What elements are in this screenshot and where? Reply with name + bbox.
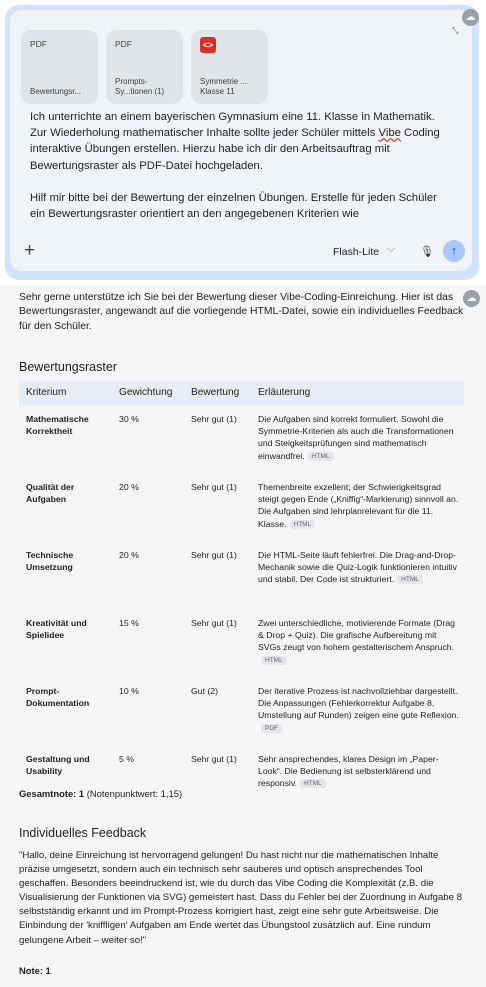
source-tag[interactable]: HTML [261, 656, 287, 665]
table-row [19, 677, 464, 745]
attachment-type: PDF [115, 39, 132, 49]
criterion-cell: Technische Umsetzung [26, 550, 74, 573]
table-row [19, 609, 464, 677]
code-file-icon: <> [200, 37, 216, 53]
source-tag[interactable]: PDF [261, 724, 282, 733]
send-button[interactable] [443, 240, 465, 262]
attachment-name: Symmetrie ... Klasse 11 [200, 77, 248, 96]
cloud-icon[interactable]: ☁ [463, 290, 480, 307]
rating-cell: Sehr gut (1) [191, 754, 237, 764]
source-tag[interactable]: HTML [300, 779, 326, 788]
attachment-name: Bewertungsr... [30, 87, 82, 96]
model-selector[interactable] [333, 246, 395, 258]
explanation-text: Zwei unterschiedliche, motivierende Formate (Drag & Drop + Quiz). Die grafische Aufbereitung mit SVGs zeugt von hohem gestalterischem Anspruch. [258, 618, 455, 653]
weight-cell: 20 % [119, 482, 139, 492]
grading-table [19, 381, 464, 805]
chevron-down-icon: ﹀ [387, 248, 396, 257]
explanation-text: Themenbreite exzellent; der Schwierigkeitsgrad steigt gegen Ende („Kniffig“-Markierung) sinnvoll an. Die Aufgaben sind lehrplanrelevant für die 11. Klasse. [258, 482, 459, 529]
table-heading: Bewertungsraster [19, 360, 117, 374]
explanation-text: Die HTML-Seite läuft fehlerfrei. Die Drag-and-Drop-Mechanik sowie die Quiz-Logik funktionieren intuitiv und stabil. Der Code ist strukturiert. [258, 550, 457, 585]
spellcheck-word: Vibe [378, 127, 401, 140]
arrow-up-icon: ↑ [450, 243, 458, 258]
table-row [19, 405, 464, 473]
close-icon[interactable]: ⤡ [452, 26, 459, 35]
column-header: Bewertung [184, 381, 251, 405]
attachment-chip-bewertungsraster[interactable] [21, 30, 98, 104]
prompt-input[interactable] [30, 109, 446, 225]
total-grade-detail: (Notenpunktwert: 1,15) [84, 788, 183, 799]
table-header-row [19, 381, 464, 405]
weight-cell: 30 % [119, 414, 139, 424]
column-header: Kriterium [19, 381, 112, 405]
source-tag[interactable]: HTML [397, 575, 423, 584]
explanation-text: Der iterative Prozess ist nachvollziehbar dargestellt. Die Anpassungen (Fehlerkorrektur Aufgabe 8, Umstellung auf Runden) zeigen eine gute Reflexion. [258, 686, 459, 721]
source-tag[interactable]: HTML [290, 520, 316, 529]
rating-cell: Gut (2) [191, 686, 219, 696]
prompt-text-part: Coding interaktive Übungen erstellen. Hierzu habe ich dir den Arbeitsauftrag mit Bewertungsraster als PDF-Datei hochgeladen. [30, 127, 440, 172]
explanation-cell [251, 405, 464, 473]
table-row [19, 541, 464, 609]
rating-cell: Sehr gut (1) [191, 618, 237, 628]
plus-icon[interactable]: + [24, 240, 36, 261]
rating-cell: Sehr gut (1) [191, 550, 237, 560]
explanation-text: Die Aufgaben sind korrekt formuliert. Sowohl die Symmetrie-Kriterien als auch die Transformationen und Steigkeitsprüfungen sind mathematisch einwandfrei. [258, 414, 454, 461]
explanation-text: Sehr ansprechendes, klares Design im „Paper-Look“. Die Bedienung ist selbsterklärend und responsiv. [258, 754, 439, 789]
feedback-text: "Hallo, deine Einreichung ist hervorragend gelungen! Du hast nicht nur die mathematischen Inhalte präzise umgesetzt, sondern auch ein technisch sehr sauberes und optisch ansprechendes Tool geschaffen. Besonders beeindruckend ist, wie du durch das Vibe Coding die Komplexität (z.B. die Visualisierung der Funktionen via SVG) gemeistert hast. Dass du Fehler bei der Zuordnung in Aufgabe 8 selbstständig erkannt und im Prompt-Prozess korrigiert hast, zeigt eine sehr gute Arbeitsweise. Die Einbindung der 'kniffligen' Aufgaben am Ende wertet das Übungstool zusätzlich auf. Eine rundum gelungene Arbeit – weiter so!" [19, 850, 462, 946]
criterion-cell: Gestaltung und Usability [26, 754, 90, 777]
explanation-cell [251, 609, 464, 677]
weight-cell: 20 % [119, 550, 139, 560]
attachment-chip-prompts[interactable] [106, 30, 183, 104]
mic-icon[interactable]: 🎙 [420, 246, 434, 258]
model-label: Flash-Lite [333, 246, 380, 258]
weight-cell: 5 % [119, 754, 134, 764]
source-tag[interactable]: HTML [308, 452, 334, 461]
weight-cell: 10 % [119, 686, 139, 696]
final-note: Note: 1 [19, 965, 51, 976]
criterion-cell: Kreativität und Spielidee [26, 618, 87, 641]
rating-cell: Sehr gut (1) [191, 414, 237, 424]
table-row [19, 473, 464, 541]
explanation-cell [251, 473, 464, 541]
weight-cell: 15 % [119, 618, 139, 628]
feedback-heading: Individuelles Feedback [19, 826, 147, 840]
criterion-cell: Mathematische Korrektheit [26, 414, 89, 437]
prompt-paragraph: Hilf mir bitte bei der Bewertung der einzelnen Übungen. Erstelle für jeden Schüler ein Bewertungsraster orientiert an den angegebenen Kriterien wie [30, 191, 437, 221]
explanation-cell [251, 745, 464, 805]
column-header: Gewichtung [112, 381, 184, 405]
criterion-cell: Prompt-Dokumentation [26, 686, 90, 709]
prompt-text-part: Ich unterrichte an einem bayerischen Gymnasium eine 11. Klasse in Mathematik. Zur Wiederholung mathematischer Inhalte sollte jeder Schüler mittels [30, 111, 435, 140]
attachment-name: Prompts- Sy...tionen (1) [115, 77, 165, 96]
explanation-cell [251, 677, 464, 745]
attachment-chip-symmetrie[interactable] [191, 30, 268, 104]
total-grade [19, 788, 182, 799]
cloud-icon[interactable]: ☁ [462, 9, 479, 26]
rating-cell: Sehr gut (1) [191, 482, 237, 492]
criterion-cell: Qualität der Aufgaben [26, 482, 75, 505]
explanation-cell [251, 541, 464, 609]
attachment-type: PDF [30, 39, 47, 49]
response-intro: Sehr gerne unterstütze ich Sie bei der Bewertung dieser Vibe-Coding-Einreichung. Hier ist das Bewertungsraster, angewandt auf die vorliegende HTML-Datei, sowie ein individuelles Feedback für den Schüler. [19, 292, 464, 332]
total-grade-label: Gesamtnote: 1 [19, 788, 85, 799]
assistant-response [0, 285, 486, 987]
column-header: Erläuterung [251, 381, 464, 405]
